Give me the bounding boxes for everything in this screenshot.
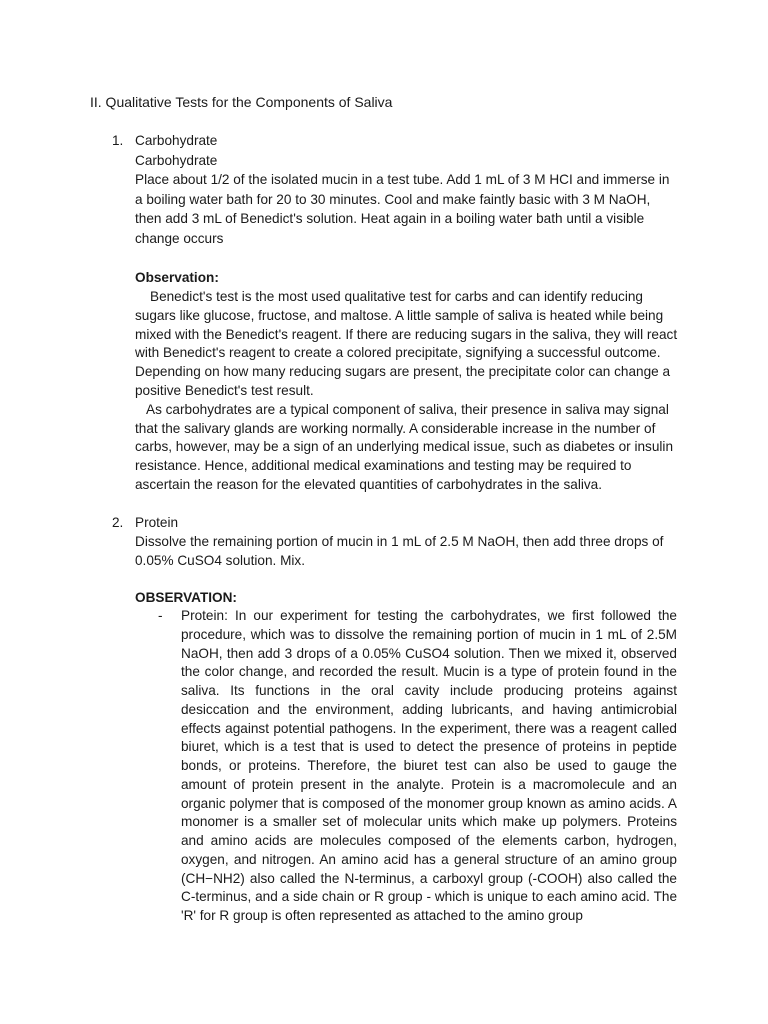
observation-label: Observation: bbox=[135, 270, 219, 285]
section-1-title: Carbohydrate bbox=[135, 133, 218, 148]
section-2-number: 2. bbox=[112, 515, 124, 530]
section-1-number: 1. bbox=[112, 133, 124, 148]
section-2-title: Protein bbox=[135, 515, 179, 530]
observation-paragraph-1: Benedict's test is the most used qualitative test for carbs and can identify reducing sugars like glucose, fructose, and maltose. A little sample of saliva is heated while being mixed with the Benedict's reagent. If there are reducing sugars in the saliva, they will react with Benedict's reagent to create a colored precipitate, signifying a successful outcome. Depending on how many reducing sugars are present, the precipitate color can change a positive Benedict's test result. bbox=[135, 289, 678, 398]
section-2-procedure: Dissolve the remaining portion of mucin in 1 mL of 2.5 M NaOH, then add three drops of 0.05% CuSO4 solution. Mix. bbox=[135, 534, 664, 568]
section-1-observation bbox=[135, 268, 680, 495]
observation-label-caps: OBSERVATION: bbox=[135, 590, 237, 605]
bullet-dash: - bbox=[158, 608, 163, 623]
section-1-block bbox=[135, 131, 680, 248]
section-1-procedure: Place about 1/2 of the isolated mucin in a test tube. Add 1 mL of 3 M HCI and immerse in a boiling water bath for 20 to 30 minutes. Cool and make faintly basic with 3 M NaOH, then add 3 mL of Benedict's solution. Heat again in a boiling water bath until a visible change occurs bbox=[135, 172, 674, 246]
section-1-subtitle: Carbohydrate bbox=[135, 152, 218, 168]
section-2-observation-label bbox=[135, 588, 680, 608]
section-2-block bbox=[135, 513, 680, 570]
observation-paragraph-2: As carbohydrates are a typical component of saliva, their presence in saliva may signal that the salivary glands are working normally. A considerable increase in the number of carbs, however, may be a sign of an underlying medical issue, such as diabetes or insulin resistance. Hence, additional medical examinations and testing may be required to ascertain the reason for the elevated quantities of carbohydrates in the saliva. bbox=[135, 401, 674, 492]
section-heading: II. Qualitative Tests for the Components of Saliva bbox=[90, 94, 393, 110]
protein-observation-text: Protein: In our experiment for testing the carbohydrates, we first followed the procedure, which was to dissolve the remaining portion of mucin in 1 mL of 2.5M NaOH, then add 3 drops of a 0.05% CuSO4 solution. Then we mixed it, observed the color change, and recorded the result. Mucin is a type of protein found in the saliva. Its functions in the oral cavity include producing proteins against desiccation and the environment, adding lubricants, and having antimicrobial effects against potential pathogens. In the experiment, there was a reagent called biuret, which is a test that is used to detect the presence of proteins in peptide bonds, or proteins. Therefore, the biuret test can also be used to gauge the amount of protein present in the analyte. Protein is a macromolecule and an organic polymer that is composed of the monomer group known as amino acids. A monomer is a smaller set of molecular units which make up polymers. Proteins and amino acids are molecules composed of the elements carbon, hydrogen, oxygen, and nitrogen. An amino acid has a general structure of an amino group (CH−NH2) also called the N-terminus, a carboxyl group (-COOH) also called the C-terminus, and a side chain or R group - which is unique to each amino acid. The 'R' for R group is often represented as attached to the amino group bbox=[181, 608, 677, 923]
